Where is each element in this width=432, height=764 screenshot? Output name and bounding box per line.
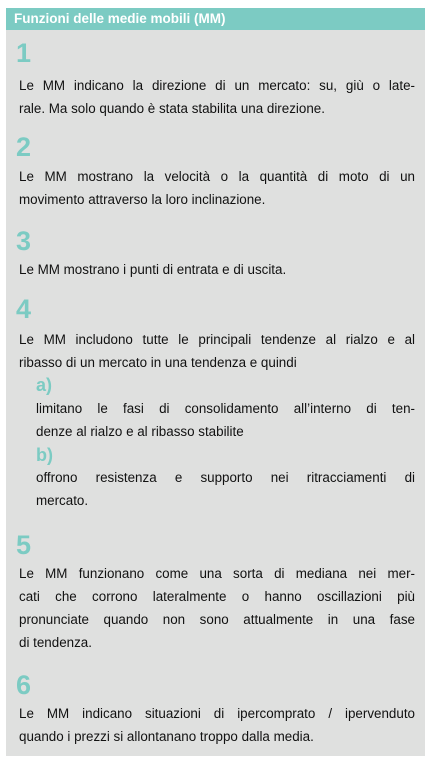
text-line: Le MM mostrano i punti di entrata e di uscita. bbox=[19, 262, 287, 277]
subitem-text-b bbox=[36, 466, 415, 512]
subitem-text-a bbox=[36, 397, 415, 443]
text-line: movimento attraverso la loro inclinazione. bbox=[19, 192, 266, 207]
text-line: pronunciate quando non sono attualmente in una fase bbox=[19, 612, 415, 627]
item-text bbox=[19, 165, 415, 211]
item-text bbox=[19, 258, 415, 281]
text-line: rale. Ma solo quando è stata stabilita una direzione. bbox=[19, 101, 325, 116]
subitem-letter-b: b) bbox=[36, 445, 53, 465]
text-line: Le MM funzionano come una sorta di mediana nei mer- bbox=[19, 566, 415, 581]
item-number: 4 bbox=[16, 294, 32, 324]
item-text bbox=[19, 702, 415, 748]
item-number: 1 bbox=[16, 38, 32, 68]
text-line: Le MM includono tutte le principali tendenze al rialzo e al bbox=[19, 332, 415, 347]
item-number: 2 bbox=[16, 132, 32, 162]
panel-title: Funzioni delle medie mobili (MM) bbox=[6, 8, 425, 30]
text-line: Le MM mostrano la velocità o la quantità di moto di un bbox=[19, 169, 415, 184]
text-line: Le MM indicano la direzione di un mercato: su, giù o late- bbox=[19, 78, 415, 93]
item-text bbox=[19, 562, 415, 654]
text-line: quando i prezzi si allontanano troppo dalla media. bbox=[19, 729, 314, 744]
item-text bbox=[19, 74, 415, 120]
subitem-letter-a: a) bbox=[36, 375, 53, 395]
item-text bbox=[19, 328, 415, 374]
item-number: 3 bbox=[16, 226, 32, 256]
text-line: di tendenza. bbox=[19, 635, 92, 650]
item-number: 6 bbox=[16, 670, 32, 700]
text-line: cati che corrono lateralmente o hanno oscillazioni più bbox=[19, 589, 415, 604]
text-line: mercato. bbox=[36, 493, 89, 508]
text-line: Le MM indicano situazioni di ipercomprato / ipervenduto bbox=[19, 706, 415, 721]
text-line: limitano le fasi di consolidamento all’interno di ten- bbox=[36, 401, 415, 416]
text-line: offrono resistenza e supporto nei ritracciamenti di bbox=[36, 470, 415, 485]
functions-panel bbox=[6, 8, 425, 756]
text-line: ribasso di un mercato in una tendenza e quindi bbox=[19, 355, 297, 370]
text-line: denze al rialzo e al ribasso stabilite bbox=[36, 424, 244, 439]
item-number: 5 bbox=[16, 530, 32, 560]
